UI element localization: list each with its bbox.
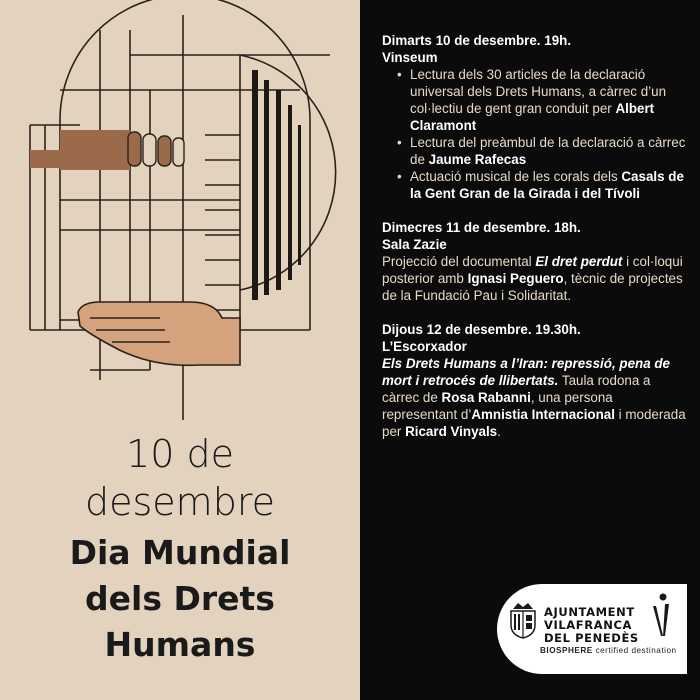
desc-text: i moderada per (382, 407, 686, 439)
guest-name: Ignasi Peguero (467, 271, 564, 286)
event-1-item-1 (410, 66, 688, 134)
event-1-venue: Vinseum (382, 50, 438, 65)
event-3-description (382, 355, 688, 440)
event-3 (382, 321, 688, 440)
item-text: Lectura del preàmbul de la declaració a càrrec de (410, 135, 686, 167)
item-name: Albert Claramont (410, 101, 655, 133)
ajuntament-logo-box (497, 584, 687, 674)
headline-line-2: dels Drets (85, 579, 275, 618)
event-2-venue: Sala Zazie (382, 237, 447, 252)
moderator-name: Ricard Vinyals (405, 424, 498, 439)
vilafranca-v-icon (649, 592, 675, 642)
events-list (382, 32, 688, 440)
event-3-date: Dijous 12 de desembre. 19.30h. (382, 322, 581, 337)
item-text: Lectura dels 30 articles de la declaració universal dels Drets Humans, a càrrec d’un col·lectiu de gent gran conduit per (410, 67, 667, 116)
item-name: Casals de la Gent Gran de la Girada i del Tívoli (410, 169, 684, 201)
headline-line-1: Dia Mundial (69, 533, 291, 572)
desc-text: . (497, 424, 501, 439)
date-line-1: 10 de (126, 432, 234, 476)
event-1-date: Dimarts 10 de desembre. 19h. (382, 33, 572, 48)
biosphere-rest: certified destination (592, 646, 677, 655)
logo-line-2: VILAFRANCA (544, 618, 632, 632)
date-line-2: desembre (85, 480, 275, 524)
desc-text: , tècnic de projectes de la Fundació Pau i Solidaritat. (382, 271, 683, 303)
logo-line-1: AJUNTAMENT (544, 605, 635, 619)
logo-line-3: DEL PENEDÈS (544, 631, 639, 645)
event-1-items (382, 66, 688, 202)
biosphere-bold: BIOSPHERE (540, 646, 593, 655)
event-3-venue: L’Escorxador (382, 339, 467, 354)
item-name: Jaume Rafecas (428, 152, 527, 167)
desc-text: Projecció del documental (382, 254, 536, 269)
coat-of-arms-icon (508, 601, 538, 639)
event-2 (382, 219, 688, 304)
hands-illustration (0, 0, 360, 430)
talk-title: Els Drets Humans a l’Iran: repressió, pena de mort i retrocés de llibertats (382, 356, 671, 388)
headline-line-3: Humans (104, 625, 256, 664)
event-1-item-2 (410, 134, 688, 168)
item-text: Actuació musical de les corals dels (410, 169, 622, 184)
event-1-item-3 (410, 168, 688, 202)
film-title: El dret perdut (535, 254, 623, 269)
speaker-name: Rosa Rabanni (441, 390, 531, 405)
desc-text: i col·loqui posterior amb (382, 254, 683, 286)
desc-text: , una persona representant d’ (382, 390, 613, 422)
biosphere-label (540, 646, 677, 655)
desc-text: Taula rodona a càrrec de (382, 373, 651, 405)
event-2-date: Dimecres 11 de desembre. 18h. (382, 220, 581, 235)
organization-name: Amnistia Internacional (471, 407, 615, 422)
event-2-description (382, 253, 688, 304)
desc-text: . (554, 373, 559, 388)
event-1 (382, 32, 688, 202)
